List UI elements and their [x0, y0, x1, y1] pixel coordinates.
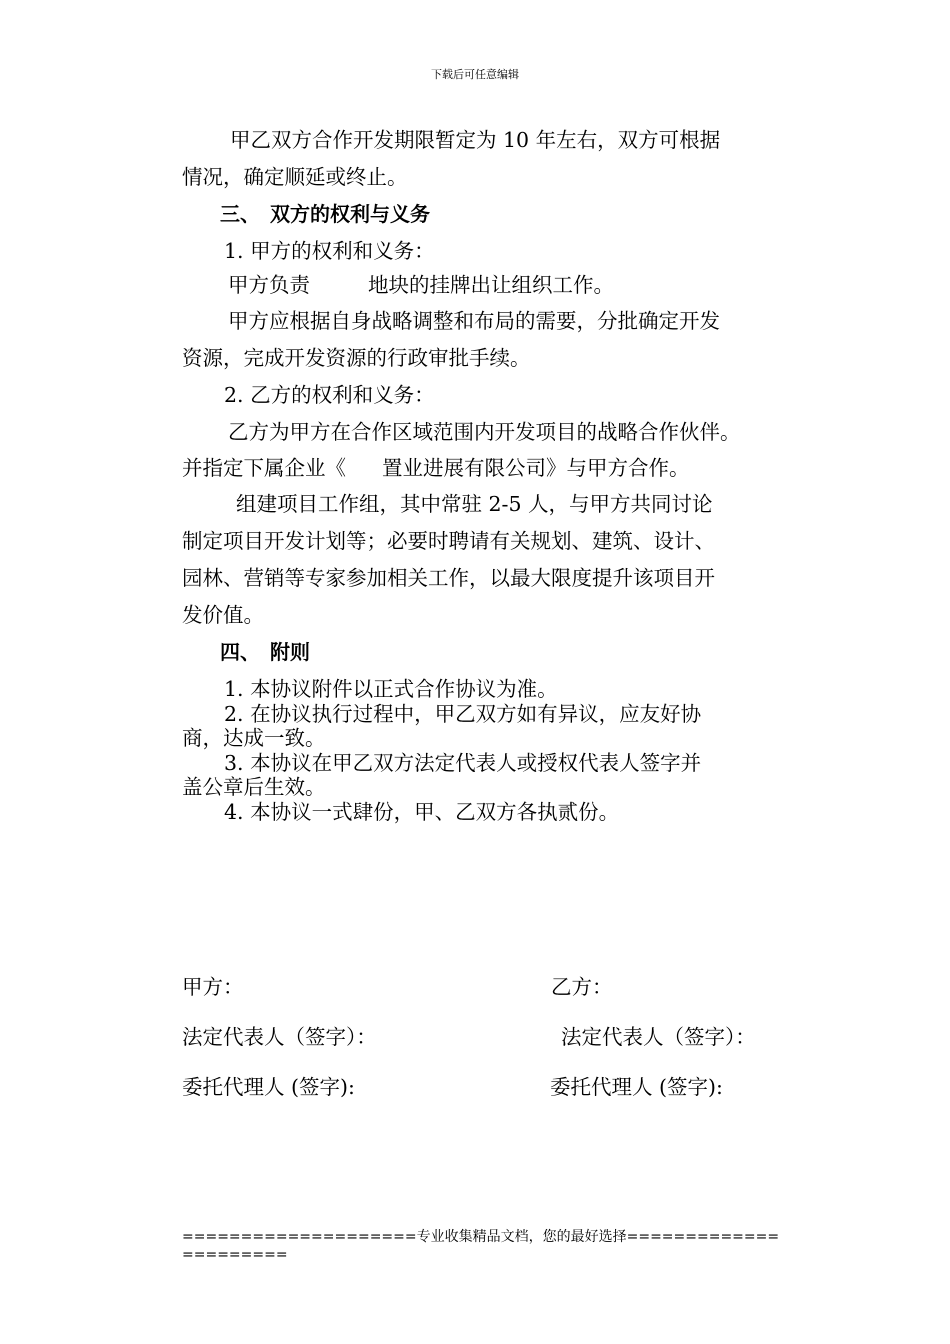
- clause-line: 4. 本协议一式肆份，甲、乙双方各执贰份。: [224, 800, 620, 824]
- paragraph-line: 园林、营销等专家参加相关工作，以最大限度提升该项目开: [182, 566, 715, 590]
- paragraph-line: 乙方为甲方在合作区域范围内开发项目的战略合作伙伴。: [228, 420, 741, 444]
- paragraph-line: 甲乙双方合作开发期限暂定为 10 年左右，双方可根据: [230, 128, 721, 152]
- agent-b-label: 委托代理人 (签字):: [550, 1075, 723, 1099]
- legal-rep-b-label: 法定代表人（签字）：: [561, 1025, 756, 1049]
- page-footer: [182, 1228, 782, 1264]
- clause-line: 商，达成一致。: [182, 726, 326, 750]
- paragraph-line: [182, 456, 690, 480]
- section-heading-4: 四、 附则: [220, 640, 310, 664]
- agent-a-label: 委托代理人 (签字):: [182, 1075, 355, 1099]
- party-a-label: 甲方：: [182, 975, 244, 999]
- text-segment: 并指定下属企业《: [182, 456, 346, 480]
- paragraph-line: [228, 273, 614, 297]
- clause-line: 2. 在协议执行过程中，甲乙双方如有异议，应友好协: [224, 702, 702, 726]
- paragraph-line: 组建项目工作组，其中常驻 2-5 人，与甲方共同讨论: [236, 492, 713, 516]
- section-heading-3: 三、 双方的权利与义务: [220, 202, 430, 226]
- paragraph-line: 情况，确定顺延或终止。: [182, 165, 408, 189]
- paragraph-line: 发价值。: [182, 603, 264, 627]
- paragraph-line: 制定项目开发计划等；必要时聘请有关规划、建筑、设计、: [182, 529, 715, 553]
- text-segment: 地块的挂牌出让组织工作。: [368, 273, 614, 297]
- party-b-label: 乙方：: [551, 975, 613, 999]
- footer-line: =========: [182, 1247, 288, 1263]
- text-segment: 甲方负责: [228, 273, 310, 297]
- paragraph-line: 资源，完成开发资源的行政审批手续。: [182, 346, 531, 370]
- subsection-heading: 2. 乙方的权利和义务：: [224, 383, 435, 407]
- clause-line: 3. 本协议在甲乙双方法定代表人或授权代表人签字并: [224, 751, 702, 775]
- clause-line: 1. 本协议附件以正式合作协议为准。: [224, 677, 558, 701]
- paragraph-line: 甲方应根据自身战略调整和布局的需要，分批确定开发: [228, 309, 720, 333]
- clause-line: 盖公章后生效。: [182, 775, 326, 799]
- text-segment: 置业进展有限公司》与甲方合作。: [382, 456, 690, 480]
- legal-rep-a-label: 法定代表人（签字）：: [182, 1025, 377, 1049]
- page-header: 下载后可任意编辑: [431, 68, 519, 81]
- footer-line: ====================专业收集精品文档，您的最好选择=============: [182, 1229, 780, 1245]
- subsection-heading: 1. 甲方的权利和义务：: [224, 239, 435, 263]
